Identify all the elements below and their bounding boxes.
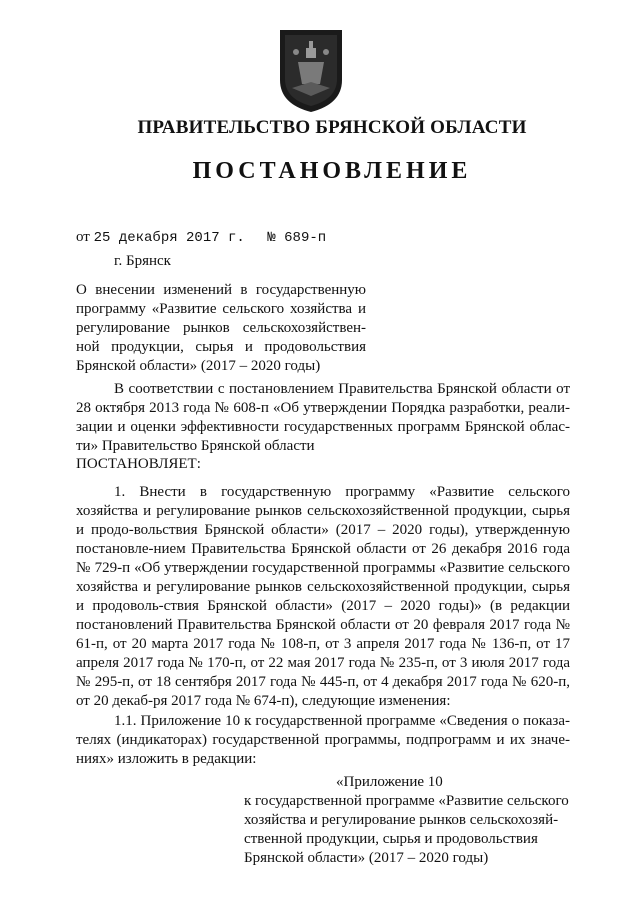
resolve-heading: ПОСТАНОВЛЯЕТ: <box>76 456 201 472</box>
document-city: г. Брянск <box>114 253 171 269</box>
date-prefix: от <box>76 229 90 245</box>
document-type: ПОСТАНОВЛЕНИЕ <box>192 158 472 184</box>
document-number: № 689-п <box>267 230 327 246</box>
appendix-text: к государственной программе «Развитие сельского хозяйства и регулирование рынков сельскохозяй-ственной продукции, сырья и продовольствия Брянской области» (2017 – 2020 годы) <box>244 793 569 866</box>
appendix-title: «Приложение 10 <box>336 774 443 790</box>
item-1-paragraph: 1. Внести в государственную программу «Развитие сельского хозяйства и регулирование рынков сельскохозяйственной продукции, сырья и продо-вольствия Брянской области» (2017 – 2020 годы), утвержденную постановле-нием Правительства Брянской области от 26 декабря 2016 года № 729-п «Об утверждении государственной программы «Развитие сельского хозяйства и регулирование рынков сельскохозяйственной продукции, сырья и продоволь-ствия Брянской области» (2017 – 2020 годы)» (в редакции постановлений Правительства Брянской области от 20 февраля 2017 года № 61-п, от 20 марта 2017 года № 108-п, от 3 апреля 2017 года № 136-п, от 17 апреля 2017 года № 170-п, от 22 мая 2017 года № 235-п, от 3 июля 2017 года № 295-п, от 18 сентября 2017 года № 445-п, от 4 декабря 2017 года № 620-п, от 20 декаб-ря 2017 года № 674-п), следующие изменения: <box>76 484 570 709</box>
appendix-block <box>244 773 570 868</box>
item-1-1-paragraph: 1.1. Приложение 10 к государственной программе «Сведения о показа-телях (индикаторах) государственной программы, подпрограмм и их значе-ниях» изложить в редакции: <box>76 713 570 767</box>
basis-paragraph: В соответствии с постановлением Правительства Брянской области от 28 октября 2013 года № 608-п «Об утверждении Порядка разработки, реали-зации и оценки эффективности государственных программ Брянской облас-ти» Правительство Брянской области <box>76 381 570 454</box>
government-name: ПРАВИТЕЛЬСТВО БРЯНСКОЙ ОБЛАСТИ <box>137 117 527 138</box>
document-date: 25 декабря 2017 г. <box>93 230 245 246</box>
bryansk-coat-of-arms-icon <box>276 26 346 114</box>
document-subject: О внесении изменений в государственную программу «Развитие сельского хозяйства и регулирование рынков сельскохозяйствен-ной продукции, сырья и продовольствия Брянской области» (2017 – 2020 годы) <box>76 282 366 374</box>
date-number-line <box>76 229 326 246</box>
